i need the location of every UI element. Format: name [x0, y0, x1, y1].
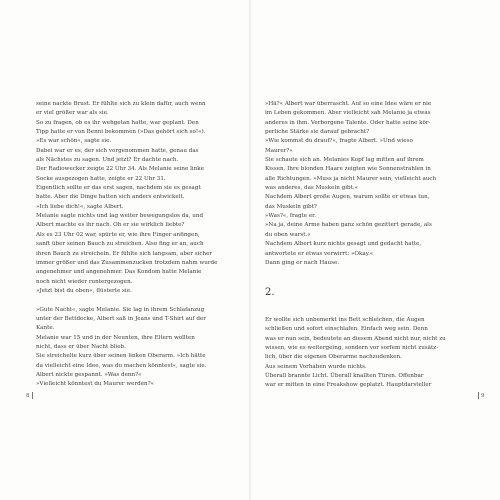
text-line: seine nackte Brust. Er fühlte sich zu klein dafür, auch wenn [36, 101, 206, 107]
text-line: Als es 23 Uhr 02 war, spürte er, wie ihre Finger anfingen, [36, 231, 200, 238]
text-line: »Gute Nacht«, sagte Melanie. Sie lag in ihrem Schlafanzug [36, 306, 205, 313]
text-line: als Nächstes zu sagen. Und jetzt? Er dachte nach. [36, 157, 179, 164]
section-break [265, 278, 465, 287]
text-line: Kissen. Ihre blonden Haare zeigten wie Sonnenstrahlen in [265, 166, 431, 173]
text-line: ihren Bauch zu streicheln. Er fühlte sich langsam, aber sicher [36, 250, 213, 257]
text-line: unter der Bettdecke, Albert saß in Jeans und T-Shirt auf der [36, 315, 206, 322]
text-line: du oben warst.« [265, 231, 311, 238]
text-line: »Wie kommst du drauf?«, fragte Albert. »Und wieso [265, 138, 413, 145]
text-line: Der Radiowecker zeigte 22 Uhr 34. Als Melanie seine linke [36, 166, 205, 173]
page-number-right: 9 [481, 393, 485, 399]
text-line: Albert nickte gespannt. »Was denn?« [36, 371, 142, 378]
text-line: »Ich liebe dich!«, sagte Albert. [36, 203, 124, 210]
book-gutter [249, 0, 251, 500]
text-line: Eigentlich sollte er das erst sagen, nachdem sie es gesagt [36, 185, 201, 192]
text-line: Tipp hatte er von Benni bekommen (»Das gehört sich so!«). [36, 129, 206, 136]
text-line: Melanie sagte nichts und lag weiter bewegungslos da, und [36, 213, 204, 220]
text-line: Sie schaute sich an. Melanies Kopf lag mitten auf ihrem [265, 157, 424, 164]
text-line: Dann ging er nach Hause. [265, 259, 340, 266]
text-line: »Vielleicht könntest du Maurer werden?« [36, 381, 155, 388]
text-line: Sie streichelte kurz über seinen linken Oberarm. »Ich hätte [36, 353, 206, 360]
text-line: sanft über seinen Bauch zu streichen. Also fing er an, auch [36, 241, 204, 248]
page-number-rule-left [32, 392, 33, 399]
left-page [36, 100, 236, 390]
text-line: Überall brannte Licht. Überall knallten Türen. Offenbar [265, 372, 424, 379]
chapter-number: 2. [265, 286, 275, 298]
text-line: wissen, wie es weitergeing, sondern vor sorfem nicht zusätz- [265, 344, 439, 351]
text-line: So zu fragen, ob es ihr wehgetan hatte, war geplant. Den [36, 119, 199, 126]
text-line: »Na ja, deine Arme haben ganz schön gezittert gerade, als [265, 222, 432, 229]
text-line: Maurer?« [265, 147, 293, 154]
text-line: »Hä?« Albert war überrascht. Auf so eine Idee wäre er nie [265, 101, 432, 107]
text-line: was er nun sein, bedeutete an diesem Abend nicht nur, nicht zu [265, 335, 446, 342]
text-line: hatte. Aber die Dinge hatten sich anders entwickelt. [36, 194, 185, 201]
text-line: noch nicht wieder runtergezogen. [36, 278, 133, 285]
page-number-left: 8 [26, 393, 30, 399]
right-text-block-2 [265, 316, 465, 391]
text-line: »Jetzt bist du oben«, flüsterte sie. [36, 287, 132, 294]
text-line: Nachdem Albert kurz nichts gesagt und gedacht hatte, [265, 241, 422, 248]
text-line: er viel größer war als sie. [36, 110, 109, 117]
text-line: »Es war schön«, sagte sie. [36, 138, 112, 145]
text-line: immer größer und das Zusammenzucken trotzdem nahm wurde [36, 259, 218, 266]
text-line: angenehmer und angenehmer. Das Kondom hatte Melanie [36, 269, 202, 276]
text-line: im Leben gekommen. Aber vielleicht sah Melanie ja etwas [265, 110, 431, 117]
section-break [265, 268, 465, 277]
text-line: »Was?«, fragte er. [265, 213, 317, 220]
text-line: das Muskeln gibt? [265, 203, 317, 210]
text-line: Socke ausgezogen hatte, zeigte er 22 Uhr 31. [36, 175, 166, 182]
left-text-block-2 [36, 306, 236, 390]
text-line: Kante. [36, 325, 55, 332]
text-line: Er wollte sich unbemerkt ins Bett schleichen, die Augen [265, 316, 425, 323]
text-line: antwortete er etwas verwirrt: »Okay.« [265, 250, 374, 257]
text-line: Aus seinem Vorhaben wurde nichts. [265, 363, 367, 370]
text-line: nicht, dass er über Nacht blieb. [36, 343, 126, 350]
text-line: Melanie war 15 und in der Neunten, ihre Eltern wollten [36, 334, 195, 341]
text-line: da vielleicht eine Idee, was du machen könntest«, sagte sie. [36, 362, 207, 369]
text-line: was anderes, das Muskeln gibt.« [265, 185, 359, 192]
text-line: Nachdem Albert große Augen, warum sollte er etwas tun, [265, 194, 430, 201]
text-line: Dabei war er es, der sich vorgenommen hatte, genau das [36, 147, 199, 154]
text-line: alle Richtungen. »Muss ja nicht Maurer sein, vielleicht auch [265, 175, 437, 182]
left-text-block-1 [36, 100, 236, 296]
text-line: schließen und sofort einschlafen. Einfach weg sein. Denn [265, 326, 428, 333]
right-text-block-1 [265, 100, 465, 268]
text-line: Albert machte es ihr nach. Ob er sie wirklich liebte? [36, 222, 185, 229]
text-line: war er mitten in eine Freakshow geplatzt. Hauptdarsteller [265, 382, 432, 389]
section-break [36, 296, 236, 305]
text-line: anderes in ihm. Verborgene Talente. Oder hatte seine kör- [265, 119, 431, 126]
text-line: lich, über die eigenen Oberarme nachzudenken. [265, 354, 402, 361]
page-number-rule-right [478, 392, 479, 399]
text-line: perliche Stärke sie darauf gebracht? [265, 129, 370, 136]
right-page [265, 100, 465, 391]
